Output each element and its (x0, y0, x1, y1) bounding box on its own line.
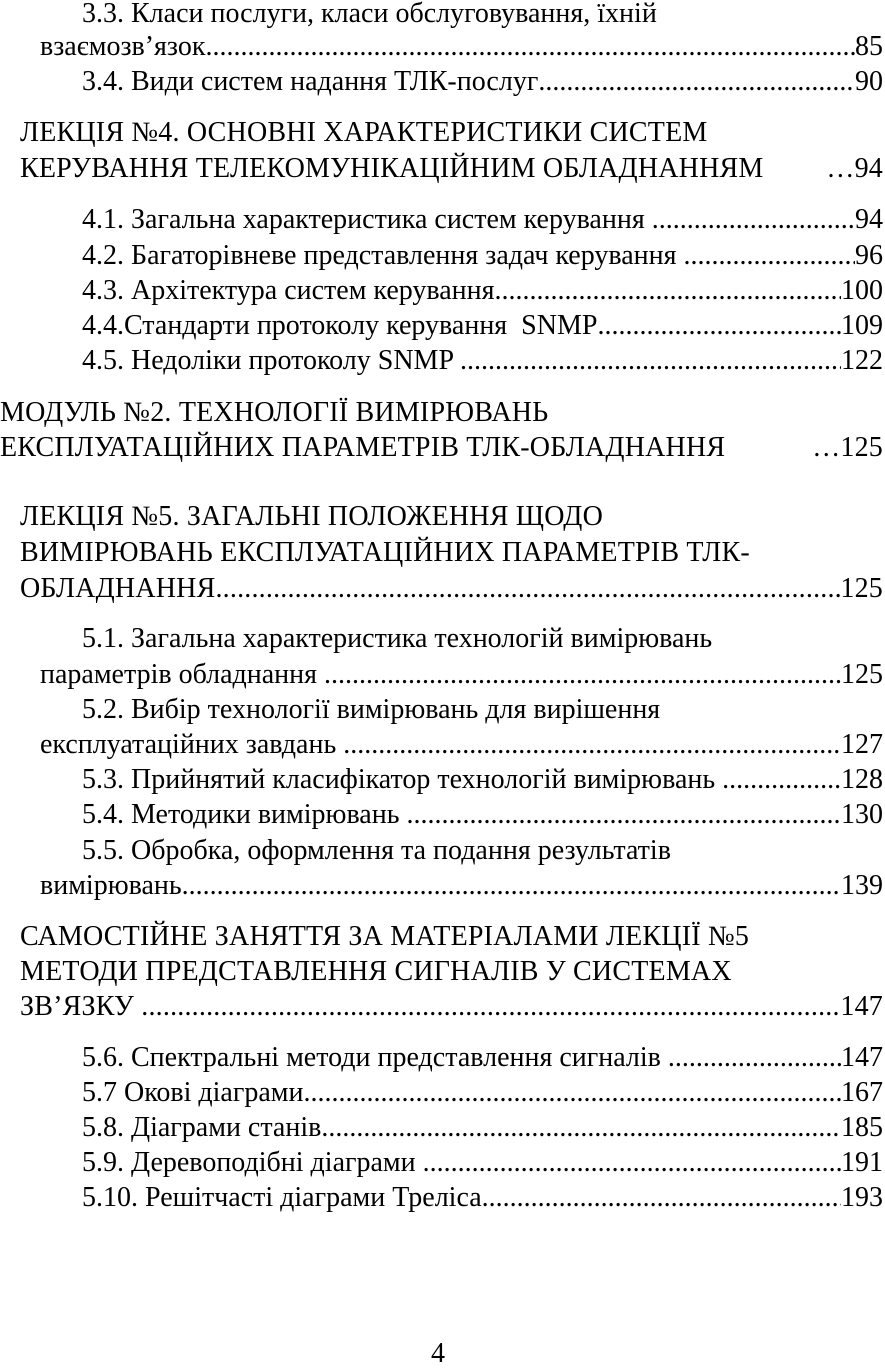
leader-dots (423, 1146, 841, 1180)
leader-dots (482, 1181, 841, 1215)
toc-entry-text: 3.4. Види систем надання ТЛК-послуг (82, 66, 539, 97)
toc-page-number: 127 (841, 729, 883, 760)
toc-page-number: 94 (855, 204, 883, 235)
toc-page-number: 125 (840, 573, 883, 604)
leader-dots (407, 798, 842, 832)
toc-entry-lecture-5[interactable] (20, 572, 883, 606)
toc-entry-5-3[interactable] (82, 763, 883, 797)
toc-page-number: 147 (841, 1042, 883, 1073)
toc-page-number: 147 (840, 991, 883, 1022)
toc-page-number: 191 (841, 1147, 883, 1178)
toc-entry-text: ЗВ’ЯЗКУ (20, 991, 142, 1022)
leader-dots (205, 30, 855, 64)
toc-entry-text: 5.7 Окові діаграми (82, 1077, 304, 1108)
leader-dots (652, 203, 855, 237)
toc-entry-text: 4.4.Стандарти протоколу керування SNMP (82, 310, 598, 341)
leader-dots (668, 1041, 841, 1075)
toc-entry-3-4[interactable] (82, 65, 883, 99)
leader-dots (343, 728, 841, 762)
toc-page-number: 100 (841, 275, 883, 306)
toc-entry-text: КЕРУВАННЯ ТЕЛЕКОМУНІКАЦІЙНИМ ОБЛАДНАННЯМ (20, 153, 771, 184)
toc-module-2-title: МОДУЛЬ №2. ТЕХНОЛОГІЇ ВИМІРЮВАНЬ (0, 397, 549, 428)
toc-entry-text: 5.4. Методики вимірювань (82, 799, 407, 830)
toc-entry-4-1[interactable] (82, 203, 883, 237)
toc-entry-lecture-4[interactable] (20, 152, 883, 186)
toc-entry-text: взаємозв’язок (40, 31, 206, 62)
leader-dots (215, 572, 840, 606)
toc-page-number: 122 (841, 345, 883, 376)
leader-dots (324, 658, 841, 692)
toc-lecture-5-title-line2: ВИМІРЮВАНЬ ЕКСПЛУАТАЦІЙНИХ ПАРАМЕТРІВ ТЛК- (20, 537, 750, 568)
leader-dots (321, 1111, 841, 1145)
toc-entry-4-3[interactable] (82, 274, 883, 308)
toc-entry-text: 5.3. Прийнятий класифікатор технологій вимірювань (82, 764, 723, 795)
toc-entry-4-5[interactable] (82, 344, 883, 378)
toc-entry-text: ЕКСПЛУАТАЦІЙНИХ ПАРАМЕТРІВ ТЛК-ОБЛАДНАННЯ (0, 432, 726, 463)
toc-entry-module-2[interactable] (0, 431, 883, 465)
toc-page-number: 109 (841, 310, 883, 341)
toc-entry-text: 5.9. Деревоподібні діаграми (82, 1147, 423, 1178)
toc-entry-text: 5.8. Діаграми станів (82, 1112, 322, 1143)
toc-page-number: 139 (841, 870, 883, 901)
toc-entry-text: експлуатаційних завдань (40, 729, 344, 760)
toc-entry-self-study[interactable] (20, 990, 883, 1024)
toc-page-number: 85 (855, 31, 883, 62)
toc-page-number: 193 (841, 1182, 883, 1213)
toc-entry-text: 4.1. Загальна характеристика систем керування (82, 204, 652, 235)
leader-dots (182, 869, 841, 903)
leader-dots (495, 274, 841, 308)
toc-entry-5-9[interactable] (82, 1146, 883, 1180)
leader-dots (722, 763, 841, 797)
toc-entry-text: вимірювань (40, 870, 182, 901)
toc-entry-text: 5.6. Спектральні методи представлення сигналів (82, 1042, 668, 1073)
leader-dots (824, 152, 854, 186)
toc-page-number: 167 (841, 1077, 883, 1108)
toc-entry-text: 4.5. Недоліки протоколу SNMP (82, 345, 460, 376)
toc-5-1-title: 5.1. Загальна характеристика технологій вимірювань (82, 623, 713, 654)
toc-entry-5-4[interactable] (82, 798, 883, 832)
toc-entry-5-5[interactable] (40, 869, 883, 903)
toc-self-study-title-line1: САМОСТІЙНЕ ЗАНЯТТЯ ЗА МАТЕРІАЛАМИ ЛЕКЦІЇ №5 (20, 921, 750, 952)
toc-entry-5-7[interactable] (82, 1076, 883, 1110)
leader-dots (597, 309, 841, 343)
leader-dots (303, 1076, 841, 1110)
leader-dots (460, 344, 841, 378)
toc-entry-text: 4.3. Архітектура систем керування (82, 275, 495, 306)
toc-lecture-4-title: ЛЕКЦІЯ №4. ОСНОВНІ ХАРАКТЕРИСТИКИ СИСТЕМ (20, 117, 708, 148)
toc-entry-5-10[interactable] (82, 1181, 883, 1215)
toc-entry-5-2[interactable] (40, 728, 883, 762)
leader-dots (538, 65, 855, 99)
toc-5-5-title: 5.5. Обробка, оформлення та подання результатів (82, 835, 671, 866)
toc-entry-4-4[interactable] (82, 309, 883, 343)
toc-page-number: 128 (841, 764, 883, 795)
toc-entry-text: ОБЛАДНАННЯ (20, 573, 216, 604)
toc-3-3-title: 3.3. Класи послуги, класи обслуговування, їхній (82, 0, 657, 29)
toc-entry-3-3[interactable] (40, 30, 883, 64)
toc-page-number: 90 (855, 66, 883, 97)
toc-page-number: 130 (841, 799, 883, 830)
toc-entry-5-8[interactable] (82, 1111, 883, 1145)
leader-dots (141, 990, 840, 1024)
toc-page-number: 96 (855, 240, 883, 271)
toc-entry-5-1[interactable] (40, 658, 883, 692)
toc-5-2-title: 5.2. Вибір технології вимірювань для вирішення (82, 694, 661, 725)
toc-entry-text: 4.2. Багаторівневе представлення задач керування (82, 240, 684, 271)
page-number: 4 (431, 1338, 445, 1369)
leader-dots (810, 431, 840, 465)
toc-self-study-title-line2: МЕТОДИ ПРЕДСТАВЛЕННЯ СИГНАЛІВ У СИСТЕМАХ (20, 956, 732, 987)
toc-page-number: 125 (841, 659, 883, 690)
toc-entry-text: 5.10. Решітчасті діаграми Треліса (82, 1182, 482, 1213)
toc-page-number: 185 (841, 1112, 883, 1143)
toc-entry-text: параметрів обладнання (40, 659, 325, 690)
toc-page-number: 125 (840, 432, 883, 463)
toc-lecture-5-title-line1: ЛЕКЦІЯ №5. ЗАГАЛЬНІ ПОЛОЖЕННЯ ЩОДО (20, 501, 603, 532)
leader-dots (684, 239, 856, 273)
toc-page-number: 94 (854, 153, 883, 184)
toc-entry-4-2[interactable] (82, 239, 883, 273)
toc-entry-5-6[interactable] (82, 1041, 883, 1075)
